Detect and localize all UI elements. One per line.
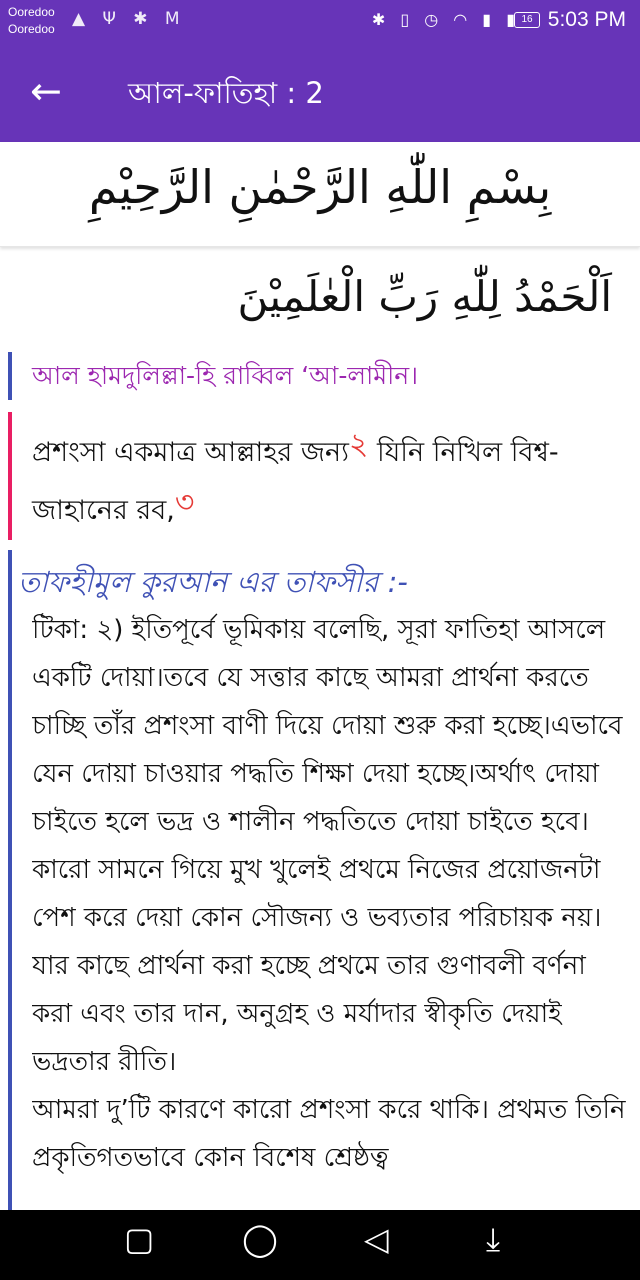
verse-arabic: اَلْحَمْدُ لِلّٰهِ رَبِّ الْعٰلَمِيْنَ bbox=[237, 272, 612, 321]
back-arrow-icon[interactable]: ← bbox=[30, 69, 62, 113]
bismillah-calligraphy: بِسْمِ اللّٰهِ الرَّحْمٰنِ الرَّحِيْمِ bbox=[88, 160, 552, 214]
translation-text-1: প্রশংসা একমাত্র আল্লাহর জন্য bbox=[32, 437, 349, 468]
footnote-marker-3[interactable]: ৩ bbox=[174, 485, 195, 520]
translation-bar bbox=[8, 412, 12, 540]
translation-text-2: যিনি নিখিল বিশ্ব-জাহানের রব, bbox=[32, 437, 559, 526]
home-icon[interactable]: ◯ bbox=[242, 1220, 278, 1258]
navigation-bar bbox=[0, 1210, 640, 1280]
verse-transliteration: আল হামদুলিল্লা-হি রাব্বিল ‘আ-লামীন। bbox=[32, 361, 419, 390]
notifications-pull-icon[interactable]: ⤓ bbox=[486, 1220, 501, 1258]
transliteration-bar bbox=[8, 352, 12, 400]
battery-icon: 16 bbox=[514, 12, 540, 28]
footnote-marker-2[interactable]: ২ bbox=[348, 427, 369, 462]
carrier-2: Ooredoo bbox=[8, 22, 55, 36]
status-bar bbox=[0, 0, 640, 44]
bismillah-banner bbox=[0, 142, 640, 247]
tafsir-body: টিকা: ২) ইতিপূর্বে ভূমিকায় বলেছি, সূরা ফাতিহা আসলে একটি দোয়া।তবে যে সত্তার কাছে আমরা প্রার্থনা করতে চাচ্ছি তাঁর প্রশংসা বাণী দিয়ে দোয়া শুরু করা হচ্ছে।এভাবে যেন দোয়া চাওয়ার পদ্ধতি শিক্ষা দেয়া হচ্ছে।অর্থাৎ দোয়া চাইতে হলে ভদ্র ও শালীন পদ্ধতিতে দোয়া চাইতে হবে।কারো সামনে গিয়ে মুখ খুলেই প্রথমে নিজের প্রয়োজনটা পেশ করে দেয়া কোন সৌজন্য ও ভব্যতার পরিচায়ক নয়।যার কাছে প্রার্থনা করা হচ্ছে প্রথমে তার গুণাবলী বর্ণনা করা এবং তার দান, অনুগ্রহ ও মর্যাদার স্বীকৃতি দেয়াই ভদ্রতার রীতি। আমরা দু’টি কারণে কারো প্রশংসা করে থাকি। প্রথমত তিনি প্রকৃতিগতভাবে কোন বিশেষ শ্রেষ্ঠত্ব bbox=[32, 615, 626, 1173]
clock: 5:03 PM bbox=[547, 8, 626, 31]
carrier-1: Ooredoo bbox=[8, 5, 55, 19]
tafsir-bar bbox=[8, 550, 12, 1210]
notification-icons: ▲ Ψ ✱ M bbox=[72, 9, 186, 29]
tafsir-heading: তাফহীমুল কুরআন এর তাফসীর :- bbox=[18, 565, 408, 599]
recents-icon[interactable]: ▢ bbox=[124, 1220, 155, 1258]
carrier-labels bbox=[8, 4, 55, 38]
system-status-icons: ✱ ▯ ◷ ◠ ▮ ▮ bbox=[371, 10, 520, 29]
app-bar bbox=[0, 44, 640, 142]
verse-translation bbox=[32, 424, 622, 540]
page-title: আল-ফাতিহা : 2 bbox=[128, 76, 324, 110]
nav-back-icon[interactable]: ◁ bbox=[364, 1220, 389, 1258]
